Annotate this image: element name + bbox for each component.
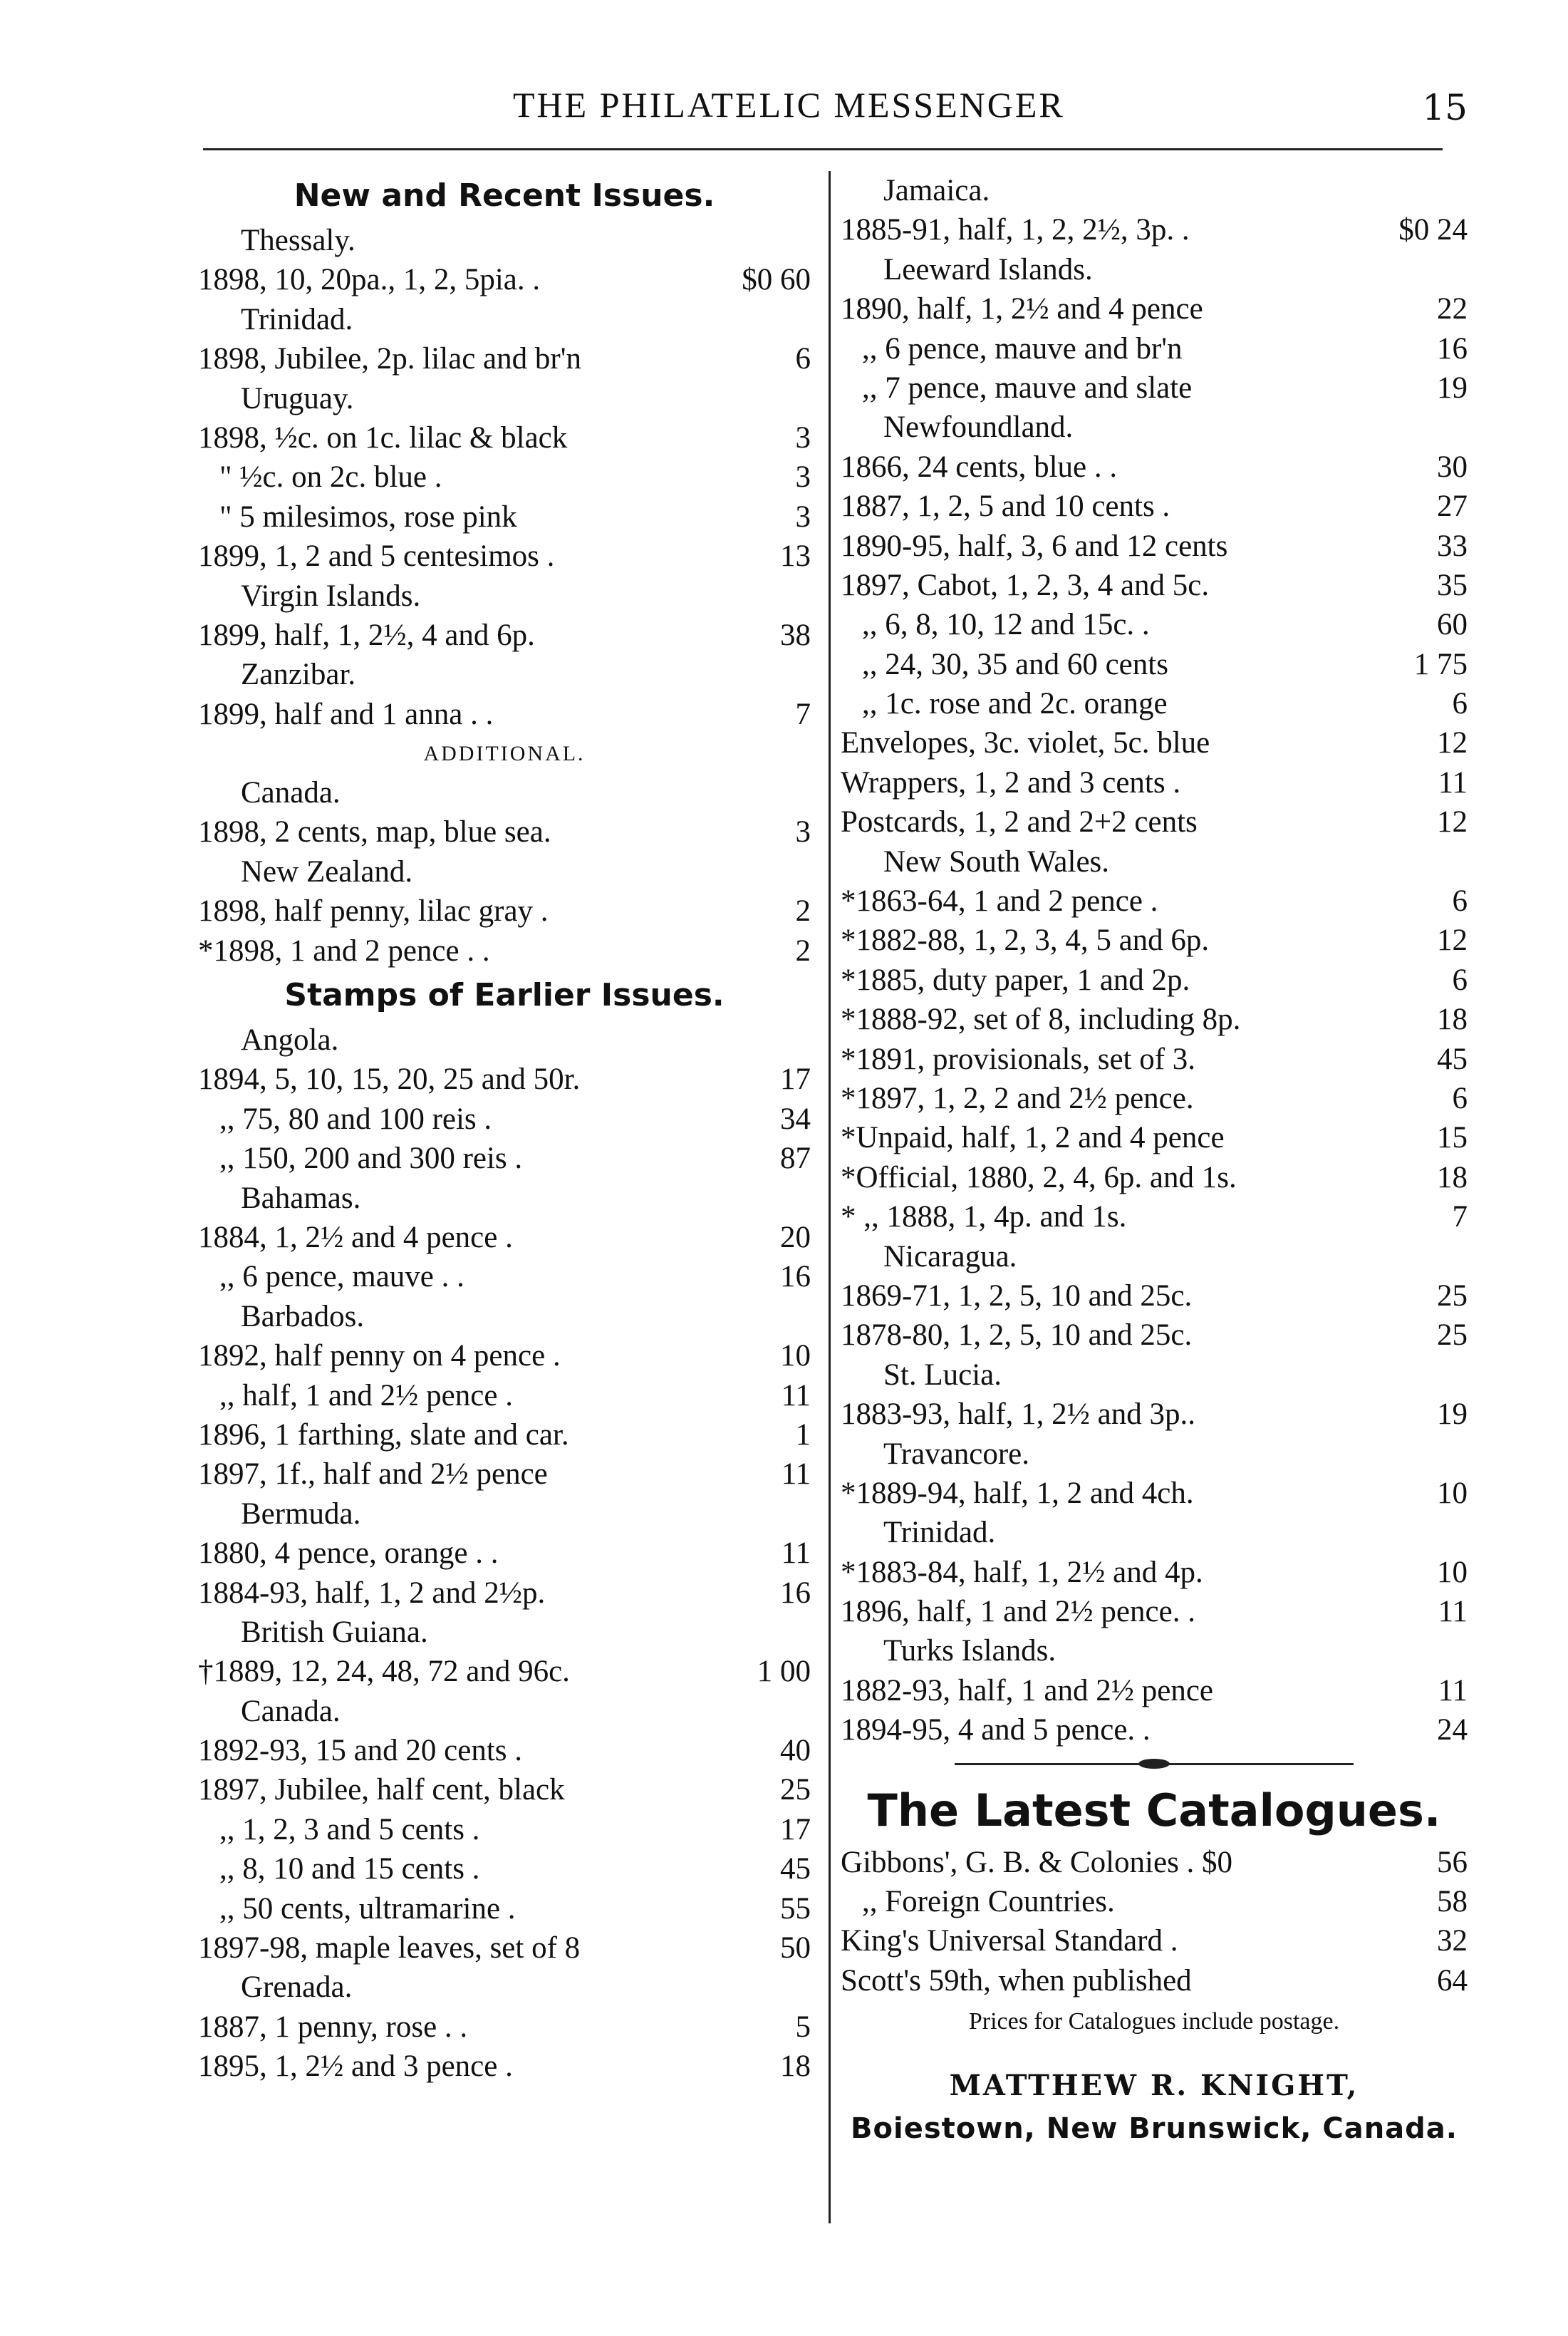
entry-description: *Unpaid, half, 1, 2 and 4 pence [841, 1121, 1225, 1155]
entry-price: 58 [1437, 1885, 1468, 1919]
entry-description: Wrappers, 1, 2 and 3 cents . [841, 765, 1181, 800]
stamp-entry [841, 1158, 1468, 1197]
entry-price: 1 [795, 1417, 811, 1452]
stamp-entry [841, 1671, 1468, 1710]
entry-price: 17 [780, 1063, 811, 1097]
stamp-entry [841, 1553, 1468, 1592]
entry-price: 32 [1437, 1924, 1468, 1958]
country-name: Turks Islands. [883, 1634, 1056, 1668]
stamp-entry [198, 497, 811, 537]
stamp-entry [198, 1573, 811, 1613]
entry-price: 16 [780, 1260, 811, 1294]
entry-description: 1894, 5, 10, 15, 20, 25 and 50r. [198, 1063, 581, 1097]
entry-price: 7 [1452, 1200, 1468, 1234]
right-column [841, 171, 1468, 2150]
entry-price: 35 [1437, 568, 1468, 602]
stamp-entry [198, 1376, 811, 1415]
stamp-entry [841, 1000, 1468, 1039]
entry-price: 45 [1437, 1042, 1468, 1076]
entry-description: 1890-95, half, 3, 6 and 12 cents [841, 529, 1228, 563]
stamp-entry [198, 931, 811, 971]
country-heading [841, 1435, 1468, 1474]
stamp-entry [841, 1316, 1468, 1355]
entry-price: 38 [780, 618, 811, 652]
entry-description: 1897, 1f., half and 2½ pence [198, 1457, 548, 1492]
entry-description: ,, half, 1 and 2½ pence . [219, 1378, 513, 1412]
entry-description: ,, 6 pence, mauve . . [219, 1260, 464, 1294]
stamp-entry [198, 1415, 811, 1454]
entry-price: 18 [780, 2050, 811, 2084]
ornament-divider [841, 1750, 1468, 1779]
country-heading [198, 300, 811, 339]
entry-description: " 5 milesimos, rose pink [219, 500, 517, 534]
entry-price: 2 [795, 934, 811, 968]
entry-description: 1899, half and 1 anna . . [198, 697, 494, 731]
entry-description: Gibbons', G. B. & Colonies . $0 [841, 1845, 1233, 1879]
entry-description: ,, 75, 80 and 100 reis . [219, 1102, 492, 1136]
entry-description: 1898, ½c. on 1c. lilac & black [198, 420, 568, 455]
entry-price: 17 [780, 1812, 811, 1846]
entry-price: 10 [780, 1339, 811, 1373]
stamp-entry [841, 487, 1468, 526]
entry-description: ,, 1c. rose and 2c. orange [862, 687, 1168, 721]
country-name: Thessaly. [241, 224, 355, 257]
stamp-entry [841, 1474, 1468, 1513]
stamp-entry [841, 645, 1468, 684]
stamp-entry [841, 210, 1468, 249]
entry-price: 20 [780, 1220, 811, 1254]
entry-description: King's Universal Standard . [841, 1924, 1178, 1958]
country-heading [841, 1631, 1468, 1670]
advertiser-name: MATTHEW R. KNIGHT, [949, 2069, 1359, 2103]
stamp-entry [841, 1040, 1468, 1079]
stamp-entry [841, 1276, 1468, 1316]
entry-price: 18 [1437, 1160, 1468, 1194]
right-issues-list [841, 171, 1468, 1750]
entry-price: 10 [1437, 1555, 1468, 1589]
section-heading-catalogues: The Latest Catalogues. [867, 1784, 1441, 1836]
entry-price: 25 [780, 1773, 811, 1807]
stamp-entry [841, 1843, 1468, 1882]
entry-description: ,, Foreign Countries. [862, 1885, 1115, 1919]
entry-price: 6 [1452, 1081, 1468, 1115]
entry-description: *1891, provisionals, set of 3. [841, 1042, 1196, 1076]
country-name: Trinidad. [883, 1516, 996, 1550]
entry-price: 33 [1437, 529, 1468, 563]
country-heading [841, 1355, 1468, 1395]
entry-description: 1887, 1, 2, 5 and 10 cents . [841, 490, 1170, 524]
header-rule [203, 148, 1443, 150]
entry-description: 1892, half penny on 4 pence . [198, 1339, 561, 1373]
stamp-entry [841, 527, 1468, 566]
stamp-entry [198, 1731, 811, 1770]
entry-description: 1897, Jubilee, half cent, black [198, 1773, 565, 1807]
entry-description: *1885, duty paper, 1 and 2p. [841, 963, 1190, 997]
country-heading [198, 1179, 811, 1218]
entry-description: ,, 6, 8, 10, 12 and 15c. . [862, 608, 1150, 642]
entry-price: 40 [780, 1734, 811, 1768]
entry-description: 1898, 10, 20pa., 1, 2, 5pia. . [198, 263, 541, 297]
stamp-entry [841, 1921, 1468, 1960]
stamp-entry [198, 1849, 811, 1888]
country-name: Newfoundland. [883, 410, 1074, 445]
entry-price: 15 [1437, 1121, 1468, 1155]
entry-price: 11 [781, 1378, 811, 1412]
stamp-entry [198, 1928, 811, 1968]
entry-description: ,, 24, 30, 35 and 60 cents [862, 647, 1168, 681]
country-heading [198, 379, 811, 418]
entry-description: 1898, Jubilee, 2p. lilac and br'n [198, 342, 581, 376]
entry-description: 1880, 4 pence, orange . . [198, 1536, 499, 1571]
entry-price: 55 [780, 1891, 811, 1926]
stamp-entry [841, 1118, 1468, 1157]
entry-description: ,, 6 pence, mauve and br'n [862, 331, 1183, 366]
entry-description: 1894-95, 4 and 5 pence. . [841, 1713, 1151, 1747]
entry-description: *Official, 1880, 2, 4, 6p. and 1s. [841, 1160, 1237, 1194]
entry-description: ,, 8, 10 and 15 cents . [219, 1852, 480, 1886]
entry-description: 1869-71, 1, 2, 5, 10 and 25c. [841, 1278, 1193, 1313]
entry-description: 1878-80, 1, 2, 5, 10 and 25c. [841, 1318, 1193, 1353]
country-name: Travancore. [883, 1437, 1029, 1471]
country-name: Barbados. [241, 1299, 365, 1333]
country-heading [198, 221, 811, 260]
entry-description: " ½c. on 2c. blue . [219, 460, 442, 495]
entry-description: 1887, 1 penny, rose . . [198, 2010, 468, 2044]
stamp-entry [841, 961, 1468, 1000]
stamp-entry [198, 1218, 811, 1257]
stamp-entry [198, 891, 811, 931]
stamp-entry [841, 1197, 1468, 1236]
entry-description: 1896, half, 1 and 2½ pence. . [841, 1595, 1195, 1629]
country-heading [198, 852, 811, 891]
entry-description: *1889-94, half, 1, 2 and 4ch. [841, 1476, 1194, 1510]
entry-description: 1884, 1, 2½ and 4 pence . [198, 1220, 513, 1254]
entry-description: *1863-64, 1 and 2 pence . [841, 884, 1158, 919]
stamp-entry [841, 448, 1468, 487]
entry-price: 12 [1437, 726, 1468, 760]
entry-price: 11 [1438, 1673, 1468, 1707]
stamp-entry [198, 1060, 811, 1099]
stamp-entry [198, 1336, 811, 1375]
entry-description: * ,, 1888, 1, 4p. and 1s. [841, 1200, 1127, 1234]
entry-price: 2 [795, 894, 811, 929]
country-heading [198, 1692, 811, 1731]
country-name: British Guiana. [241, 1615, 428, 1649]
entry-description: 1896, 1 farthing, slate and car. [198, 1417, 569, 1452]
stamp-entry [841, 1079, 1468, 1118]
entry-description: 1898, 2 cents, map, blue sea. [198, 815, 551, 849]
entry-description: Envelopes, 3c. violet, 5c. blue [841, 726, 1210, 760]
stamp-entry [198, 1454, 811, 1494]
country-heading [198, 773, 811, 812]
earlier-issues-list [198, 1020, 811, 2087]
entry-price: 27 [1437, 490, 1468, 524]
entry-price: $0 60 [742, 263, 811, 297]
entry-price: 6 [1452, 963, 1468, 997]
entry-price: 12 [1437, 805, 1468, 839]
stamp-entry [198, 2007, 811, 2047]
entry-price: 1 75 [1413, 647, 1468, 681]
entry-price: 3 [795, 460, 811, 495]
entry-price: 22 [1437, 292, 1468, 326]
country-heading [198, 1613, 811, 1652]
country-name: Virgin Islands. [241, 579, 421, 613]
column-divider [829, 171, 831, 2223]
entry-price: 11 [1438, 1595, 1468, 1629]
stamp-entry [198, 418, 811, 458]
page-title: THE PHILATELIC MESSENGER [513, 85, 1065, 125]
entry-description: 1884-93, half, 1, 2 and 2½p. [198, 1576, 546, 1610]
page-number: 15 [1422, 87, 1468, 128]
country-heading [841, 1513, 1468, 1552]
country-heading [198, 1968, 811, 2007]
stamp-entry [198, 1100, 811, 1139]
entry-price: 16 [780, 1576, 811, 1610]
stamp-entry [841, 368, 1468, 408]
entry-description: *1883-84, half, 1, 2½ and 4p. [841, 1555, 1203, 1589]
additional-issues-list [198, 773, 811, 971]
country-heading [841, 171, 1468, 210]
country-name: Canada. [241, 776, 341, 810]
advertiser-place: Boiestown, New Brunswick, Canada. [851, 2112, 1458, 2146]
stamp-entry [841, 763, 1468, 802]
stamp-entry [198, 1889, 811, 1928]
stamp-entry [841, 566, 1468, 605]
country-heading [198, 1020, 811, 1060]
entry-description: 1892-93, 15 and 20 cents . [198, 1734, 523, 1768]
entry-description: 1899, 1, 2 and 5 centesimos . [198, 539, 555, 574]
stamp-entry [841, 329, 1468, 368]
entry-price: 19 [1437, 1397, 1468, 1432]
stamp-entry [198, 1534, 811, 1573]
entry-description: Postcards, 1, 2 and 2+2 cents [841, 805, 1198, 839]
entry-description: Scott's 59th, when published [841, 1963, 1192, 1998]
section-heading-earlier-issues: Stamps of Earlier Issues. [284, 977, 725, 1014]
stamp-entry [198, 1139, 811, 1178]
entry-price: 30 [1437, 450, 1468, 484]
stamp-entry [841, 1592, 1468, 1631]
stamp-entry [841, 684, 1468, 723]
country-name: New South Wales. [883, 844, 1110, 879]
country-heading [198, 655, 811, 694]
entry-description: 1866, 24 cents, blue . . [841, 450, 1118, 484]
entry-price: 3 [795, 420, 811, 455]
entry-price: 11 [781, 1536, 811, 1571]
entry-description: ,, 7 pence, mauve and slate [862, 371, 1193, 405]
country-name: Jamaica. [883, 174, 990, 207]
entry-price: 11 [1438, 765, 1468, 800]
country-name: Grenada. [241, 1970, 353, 2005]
entry-price: 13 [780, 539, 811, 574]
stamp-entry [198, 1652, 811, 1691]
entry-price: 18 [1437, 1003, 1468, 1037]
entry-description: ,, 1, 2, 3 and 5 cents . [219, 1812, 480, 1846]
stamp-entry [841, 723, 1468, 763]
section-heading-new-recent: New and Recent Issues. [294, 177, 715, 214]
stamp-entry [841, 1710, 1468, 1750]
country-name: Canada. [241, 1694, 341, 1728]
entry-price: 16 [1437, 331, 1468, 366]
entry-price: 10 [1437, 1476, 1468, 1510]
entry-price: 1 00 [757, 1655, 811, 1689]
stamp-entry [198, 1810, 811, 1849]
entry-description: ,, 150, 200 and 300 reis . [219, 1142, 523, 1176]
entry-price: 25 [1437, 1278, 1468, 1313]
entry-price: 6 [1452, 884, 1468, 919]
stamp-entry [198, 537, 811, 576]
entry-description: 1895, 1, 2½ and 3 pence . [198, 2050, 513, 2084]
stamp-entry [198, 2047, 811, 2086]
entry-description: 1899, half, 1, 2½, 4 and 6p. [198, 618, 535, 652]
entry-price: $0 24 [1398, 213, 1468, 247]
stamp-entry [841, 605, 1468, 644]
entry-description: 1883-93, half, 1, 2½ and 3p.. [841, 1397, 1196, 1432]
country-heading [841, 1237, 1468, 1276]
entry-price: 50 [780, 1931, 811, 1965]
country-heading [198, 1297, 811, 1336]
entry-description: *1888-92, set of 8, including 8p. [841, 1003, 1241, 1037]
country-heading [841, 250, 1468, 289]
country-name: St. Lucia. [883, 1358, 1002, 1392]
stamp-entry [841, 802, 1468, 842]
country-name: Uruguay. [241, 381, 354, 415]
entry-price: 64 [1437, 1963, 1468, 1998]
country-heading [198, 1494, 811, 1534]
entry-description: 1898, half penny, lilac gray . [198, 894, 549, 929]
entry-price: 7 [795, 697, 811, 731]
country-name: Nicaragua. [883, 1239, 1017, 1273]
entry-price: 3 [795, 815, 811, 849]
entry-price: 60 [1437, 608, 1468, 642]
entry-price: 5 [795, 2010, 811, 2044]
country-name: Bermuda. [241, 1497, 361, 1531]
stamp-entry [198, 1257, 811, 1296]
country-name: Bahamas. [241, 1181, 361, 1215]
page-header [171, 84, 1468, 141]
country-name: Leeward Islands. [883, 252, 1093, 286]
stamp-entry [198, 458, 811, 497]
entry-price: 19 [1437, 371, 1468, 405]
entry-price: 24 [1437, 1713, 1468, 1747]
stamp-entry [198, 812, 811, 852]
country-heading [841, 842, 1468, 882]
country-name: Angola. [241, 1023, 339, 1058]
recent-issues-list [198, 221, 811, 734]
stamp-entry [841, 1882, 1468, 1921]
stamp-entry [841, 921, 1468, 960]
entry-description: 1897-98, maple leaves, set of 8 [198, 1931, 581, 1965]
stamp-entry [198, 260, 811, 299]
entry-description: *1897, 1, 2, 2 and 2½ pence. [841, 1081, 1194, 1115]
entry-description: †1889, 12, 24, 48, 72 and 96c. [198, 1655, 570, 1689]
entry-description: 1882-93, half, 1 and 2½ pence [841, 1673, 1214, 1707]
entry-description: ,, 50 cents, ultramarine . [219, 1891, 516, 1926]
country-heading [198, 577, 811, 616]
entry-price: 3 [795, 500, 811, 534]
entry-price: 25 [1437, 1318, 1468, 1353]
country-name: Zanzibar. [241, 658, 356, 692]
entry-price: 87 [780, 1142, 811, 1176]
catalogues-note: Prices for Catalogues include postage. [968, 2008, 1340, 2035]
entry-description: 1885-91, half, 1, 2, 2½, 3p. . [841, 213, 1190, 247]
entry-price: 12 [1437, 924, 1468, 958]
entry-price: 56 [1437, 1845, 1468, 1879]
stamp-entry [198, 616, 811, 655]
left-column [198, 171, 811, 2087]
entry-price: 6 [1452, 687, 1468, 721]
section-heading-additional: ADDITIONAL. [423, 742, 586, 766]
country-name: Trinidad. [241, 302, 353, 336]
entry-description: *1898, 1 and 2 pence . . [198, 934, 490, 968]
entry-price: 34 [780, 1102, 811, 1136]
entry-price: 6 [795, 342, 811, 376]
entry-price: 11 [781, 1457, 811, 1492]
stamp-entry [198, 339, 811, 378]
country-heading [841, 408, 1468, 447]
entry-price: 45 [780, 1852, 811, 1886]
stamp-entry [841, 882, 1468, 921]
stamp-entry [841, 1395, 1468, 1434]
stamp-entry [198, 1770, 811, 1809]
entry-description: 1897, Cabot, 1, 2, 3, 4 and 5c. [841, 568, 1210, 602]
stamp-entry [841, 289, 1468, 329]
country-name: New Zealand. [241, 854, 413, 889]
entry-description: *1882-88, 1, 2, 3, 4, 5 and 6p. [841, 924, 1210, 958]
stamp-entry [198, 695, 811, 734]
catalogues-list [841, 1843, 1468, 2001]
entry-description: 1890, half, 1, 2½ and 4 pence [841, 292, 1203, 326]
stamp-entry [841, 1961, 1468, 2000]
